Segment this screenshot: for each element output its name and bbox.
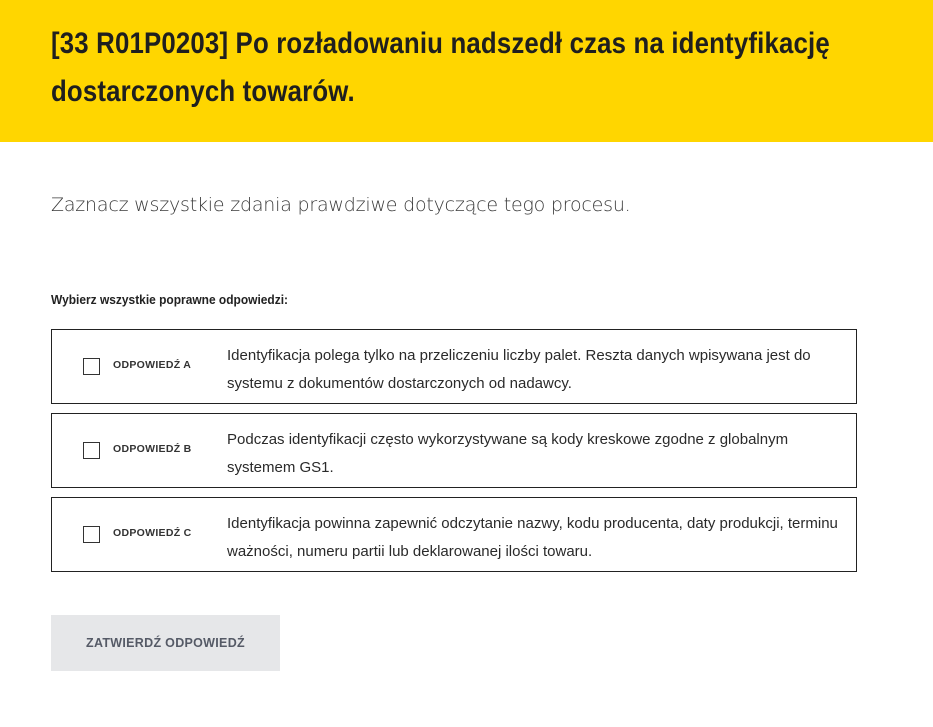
answer-option-b[interactable] [51,413,857,488]
question-header [0,0,933,142]
question-instruction: Zaznacz wszystkie zdania prawdziwe dotyczące tego procesu. [51,194,631,216]
option-label-a: ODPOWIEDŹ A [113,359,192,371]
answer-option-c[interactable] [51,497,857,572]
option-text-b: Podczas identyfikacji często wykorzystywane są kody kreskowe zgodne z globalnym systemem GS1. [227,431,789,476]
option-text-c: Identyfikacja powinna zapewnić odczytanie nazwy, kodu producenta, daty produkcji, terminu ważności, numeru partii lub deklarowanej ilości towaru. [227,515,838,560]
answer-prompt: Wybierz wszystkie poprawne odpowiedzi: [51,292,289,307]
checkbox-c[interactable] [83,526,100,543]
submit-answer-button[interactable]: ZATWIERDŹ ODPOWIEDŹ [51,615,280,671]
option-label-c: ODPOWIEDŹ C [113,527,192,539]
option-text-a: Identyfikacja polega tylko na przeliczeniu liczby palet. Reszta danych wpisywana jest do systemu z dokumentów dostarczonych od nadawcy. [227,347,811,392]
question-title: [33 R01P0203] Po rozładowaniu nadszedł czas na identyfikację dostarczonych towarów. [51,27,830,108]
checkbox-a[interactable] [83,358,100,375]
answer-option-a[interactable] [51,329,857,404]
checkbox-b[interactable] [83,442,100,459]
option-label-b: ODPOWIEDŹ B [113,443,192,455]
